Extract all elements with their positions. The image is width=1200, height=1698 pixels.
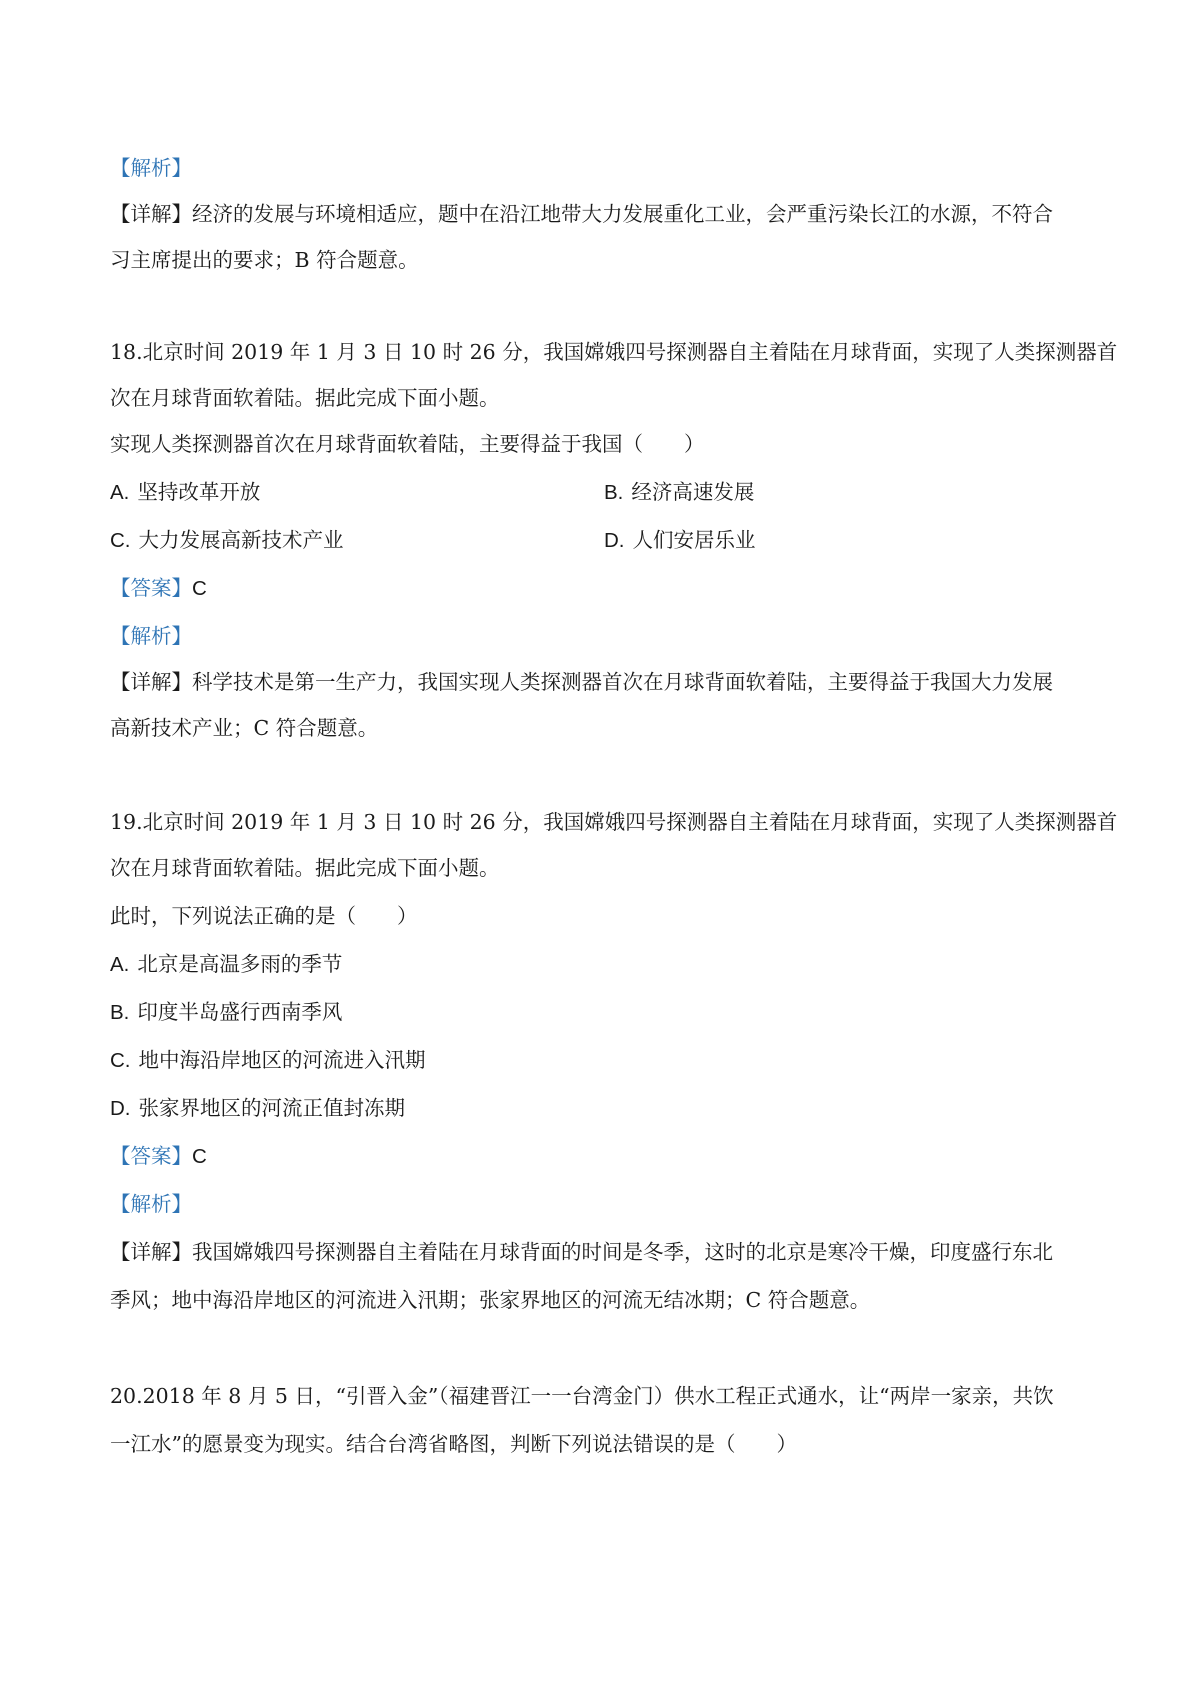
q19-detail-line1 bbox=[110, 1238, 1100, 1266]
option-text: 大力发展高新技术产业 bbox=[138, 528, 344, 552]
detail-17-line2: 习主席提出的要求；B 符合题意。 bbox=[110, 248, 419, 272]
q19-question: 此时，下列说法正确的是（ ） bbox=[110, 904, 418, 928]
detail-label: 【详解】 bbox=[110, 1240, 192, 1264]
analysis-tag-17: 【解析】 bbox=[110, 156, 192, 180]
q18-stem-line2: 次在月球背面软着陆。据此完成下面小题。 bbox=[110, 386, 500, 410]
q18-question: 实现人类探测器首次在月球背面软着陆，主要得益于我国（ ） bbox=[110, 432, 705, 456]
detail-text: 科学技术是第一生产力，我国实现人类探测器首次在月球背面软着陆，主要得益于我国大力发展 bbox=[192, 670, 1053, 694]
q18-option-b bbox=[604, 478, 754, 507]
option-text: 印度半岛盛行西南季风 bbox=[137, 1000, 343, 1024]
q19-option-d bbox=[110, 1094, 405, 1123]
q18-option-a bbox=[110, 478, 260, 507]
detail-label: 【详解】 bbox=[110, 202, 192, 226]
detail-text: 我国嫦娥四号探测器自主着陆在月球背面的时间是冬季，这时的北京是寒冷干燥，印度盛行东北 bbox=[192, 1240, 1053, 1264]
option-letter: D. bbox=[604, 529, 625, 552]
q19-analysis-tag: 【解析】 bbox=[110, 1192, 192, 1216]
q18-detail-line1 bbox=[110, 668, 1100, 696]
option-text: 北京是高温多雨的季节 bbox=[137, 952, 343, 976]
answer-value: C bbox=[192, 1145, 207, 1168]
option-letter: D. bbox=[110, 1097, 131, 1120]
option-text: 坚持改革开放 bbox=[137, 480, 261, 504]
option-text: 经济高速发展 bbox=[631, 480, 755, 504]
option-letter: C. bbox=[110, 529, 131, 552]
option-text: 张家界地区的河流正值封冻期 bbox=[138, 1096, 405, 1120]
option-letter: B. bbox=[604, 481, 624, 504]
answer-tag: 【答案】 bbox=[110, 576, 192, 600]
q18-answer bbox=[110, 574, 1100, 603]
q19-option-b bbox=[110, 998, 342, 1027]
q19-stem-line2: 次在月球背面软着陆。据此完成下面小题。 bbox=[110, 856, 500, 880]
option-text: 地中海沿岸地区的河流进入汛期 bbox=[138, 1048, 426, 1072]
q20-stem-line2: 一江水”的愿景变为现实。结合台湾省略图，判断下列说法错误的是（ ） bbox=[110, 1432, 797, 1456]
q18-option-d bbox=[604, 526, 756, 555]
detail-label: 【详解】 bbox=[110, 670, 192, 694]
q18-option-c bbox=[110, 526, 344, 555]
option-text: 人们安居乐业 bbox=[632, 528, 756, 552]
detail-text: 经济的发展与环境相适应，题中在沿江地带大力发展重化工业，会严重污染长江的水源，不符合 bbox=[192, 202, 1053, 226]
option-letter: C. bbox=[110, 1049, 131, 1072]
q19-detail-line2: 季风；地中海沿岸地区的河流进入汛期；张家界地区的河流无结冰期；C 符合题意。 bbox=[110, 1288, 871, 1312]
answer-value: C bbox=[192, 577, 207, 600]
option-letter: B. bbox=[110, 1001, 130, 1024]
q20-stem-line1: 20.2018 年 8 月 5 日，“引晋入金”（福建晋江一一台湾金门）供水工程正式通水，让“两岸一家亲，共饮 bbox=[110, 1384, 1054, 1408]
q18-analysis-tag: 【解析】 bbox=[110, 624, 192, 648]
option-letter: A. bbox=[110, 481, 130, 504]
answer-tag: 【答案】 bbox=[110, 1144, 192, 1168]
q18-detail-line2: 高新技术产业；C 符合题意。 bbox=[110, 716, 379, 740]
q19-option-c bbox=[110, 1046, 426, 1075]
detail-17-line1 bbox=[110, 200, 1100, 228]
q18-stem-line1: 18.北京时间 2019 年 1 月 3 日 10 时 26 分，我国嫦娥四号探测器自主着陆在月球背面，实现了人类探测器首 bbox=[110, 340, 1118, 364]
q19-answer bbox=[110, 1142, 1100, 1171]
q19-option-a bbox=[110, 950, 342, 979]
q19-stem-line1: 19.北京时间 2019 年 1 月 3 日 10 时 26 分，我国嫦娥四号探测器自主着陆在月球背面，实现了人类探测器首 bbox=[110, 810, 1118, 834]
option-letter: A. bbox=[110, 953, 130, 976]
